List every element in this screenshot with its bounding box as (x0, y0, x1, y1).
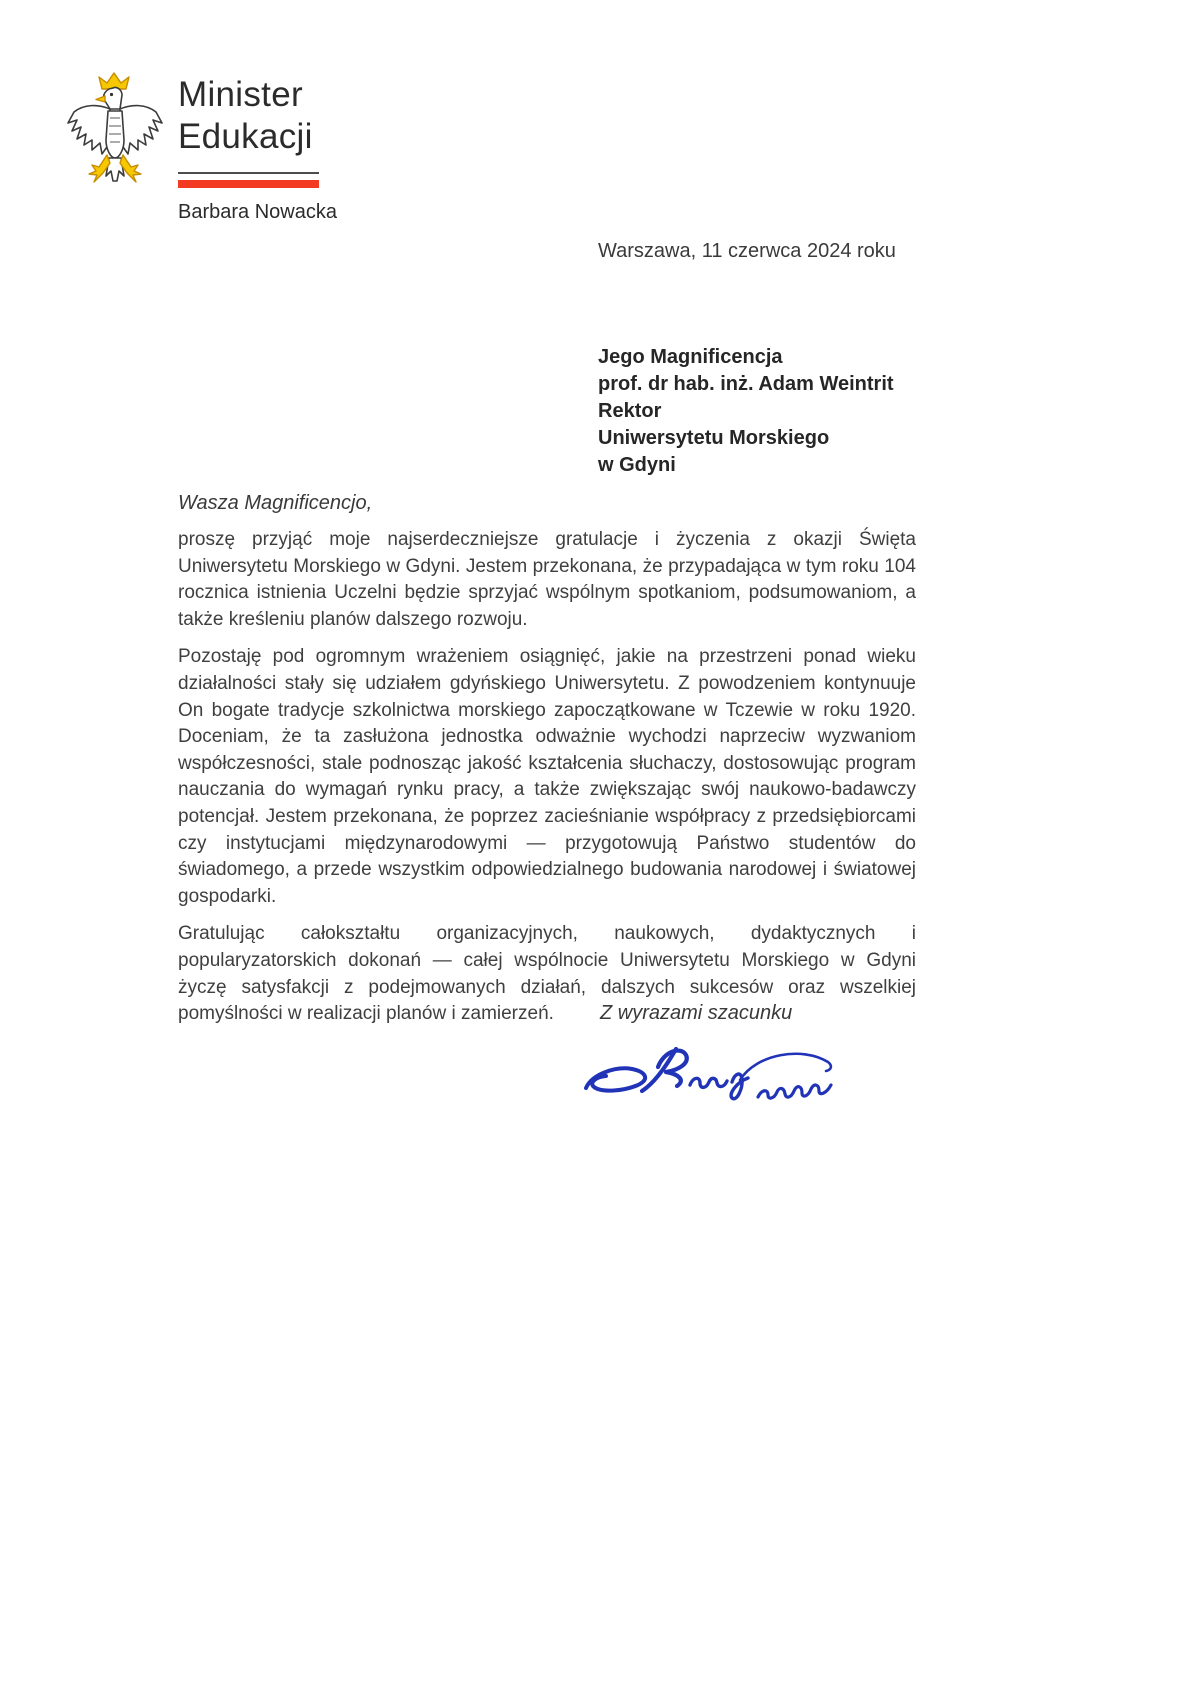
header-divider-line (178, 172, 319, 174)
letter-body (178, 527, 916, 1039)
ministry-title-line1: Minister (178, 75, 303, 114)
eagle-left-talon (89, 155, 110, 182)
signature-barbara-nowacka (578, 1036, 846, 1112)
recipient-block (598, 344, 894, 479)
minister-name: Barbara Nowacka (178, 201, 337, 223)
recipient-line-honorific: Jego Magnificencja (598, 346, 783, 368)
eagle-eye (110, 93, 113, 96)
ministry-title (178, 74, 337, 158)
eagle-head (104, 87, 122, 109)
recipient-line-city: w Gdyni (598, 454, 676, 476)
recipient-line-name: prof. dr hab. inż. Adam Weintrit (598, 373, 894, 395)
dateline: Warszawa, 11 czerwca 2024 roku (598, 240, 896, 262)
ministry-header (178, 74, 337, 224)
paragraph-2: Pozostaję pod ogromnym wrażeniem osiągnięć, jakie na przestrzeni ponad wieku działalności stały się udziałem gdyńskiego Uniwersytetu. Z powodzeniem kontynuuje On bogate tradycje szkolnictwa morskiego zapoczątkowane w Tczewie w roku 1920. Doceniam, że ta zasłużona jednostka odważnie wychodzi naprzeciw wyzwaniom współczesności, stale podnosząc jakość kształcenia słuchaczy, dostosowując program nauczania do wymagań rynku pracy, a także zwiększając swój naukowo-badawczy potencjał. Jestem przekonana, że poprzez zacieśnianie współpracy z przedsiębiorcami czy instytucjami międzynarodowymi — przygotowują Państwo studentów do świadomego, a przede wszystkim odpowiedzialnego budowania narodowej i światowej gospodarki. (178, 646, 916, 907)
eagle-beak (96, 96, 105, 102)
header-red-bar (178, 180, 319, 188)
eagle-crown (99, 73, 129, 89)
paragraph-1: proszę przyjąć moje najserdeczniejsze gratulacje i życzenia z okazji Święta Uniwersytetu Morskiego w Gdyni. Jestem przekonana, że przypadająca w tym roku 104 rocznica istnienia Uczelni będzie sprzyjać wspólnym spotkaniom, podsumowaniom, a także kreśleniu planów dalszego rozwoju. (178, 529, 916, 630)
closing-phrase: Z wyrazami szacunku (600, 1002, 793, 1024)
eagle-right-wing (120, 106, 162, 154)
polish-eagle-emblem (64, 70, 166, 200)
salutation: Wasza Magnificencjo, (178, 492, 373, 514)
ministry-title-line2: Edukacji (178, 117, 313, 156)
recipient-line-title: Rektor (598, 400, 662, 422)
recipient-line-institution: Uniwersytetu Morskiego (598, 427, 830, 449)
eagle-left-wing (68, 106, 110, 154)
paragraph-3: Gratulując całokształtu organizacyjnych, naukowych, dydaktycznych i popularyzatorskich dokonań — całej wspólnocie Uniwersytetu Morskiego w Gdyni życzę satysfakcji z podejmowanych działań, dalszych sukcesów oraz wszelkiej pomyślności w realizacji planów i zamierzeń. (178, 923, 916, 1025)
eagle-right-talon (120, 155, 141, 182)
